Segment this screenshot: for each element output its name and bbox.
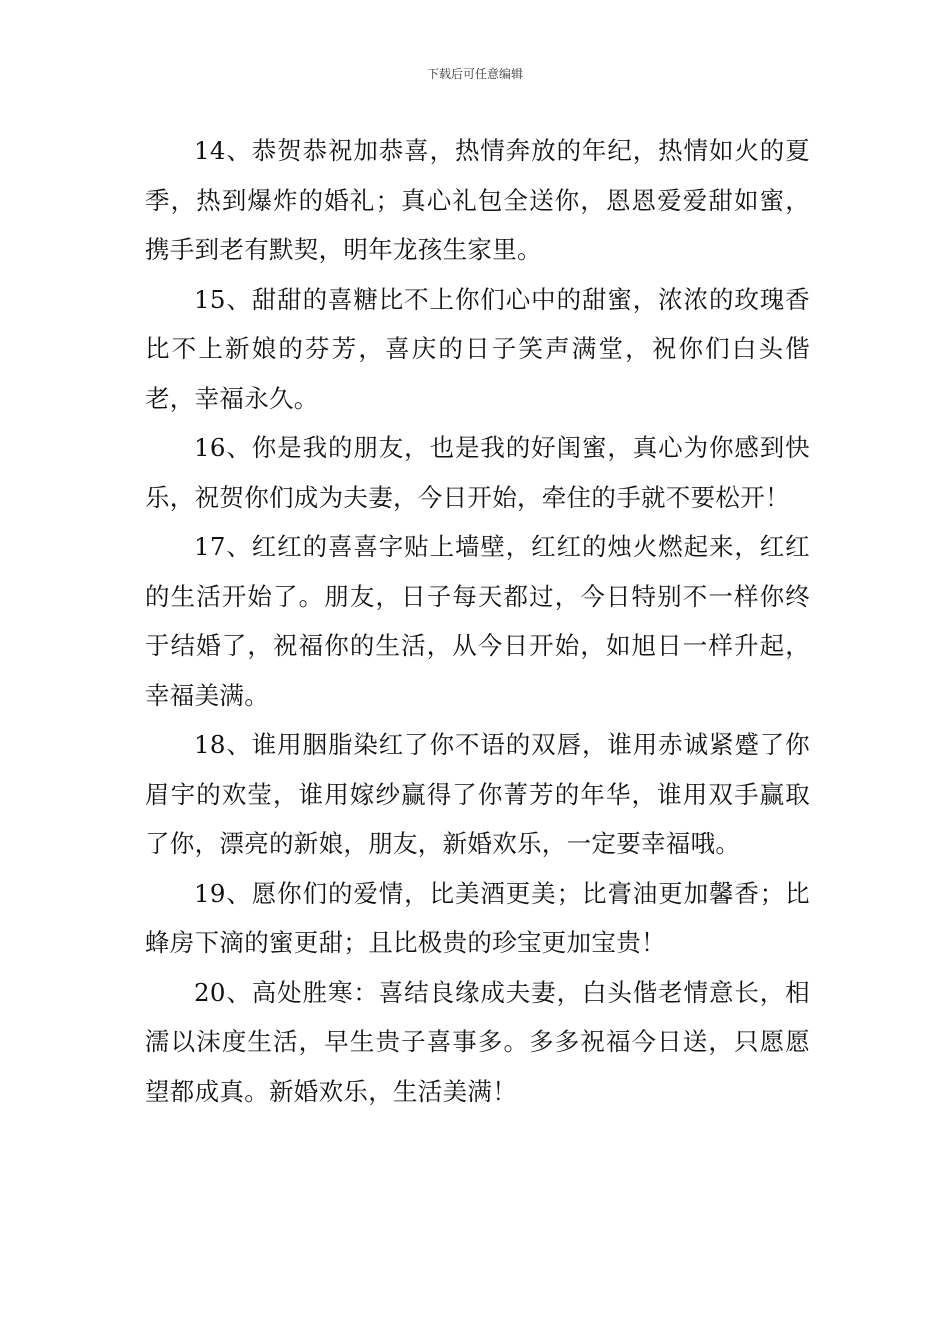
page-header: 下载后可任意编辑 bbox=[426, 67, 523, 81]
paragraph-14: 14、恭贺恭祝加恭喜，热情奔放的年纪，热情如火的夏季，热到爆炸的婚礼；真心礼包全送你，恩恩爱爱甜如蜜，携手到老有默契，明年龙孩生家里。 bbox=[145, 136, 810, 264]
paragraph-19: 19、愿你们的爱情，比美酒更美；比膏油更加馨香；比蜂房下滴的蜜更甜；且比极贵的珍宝更加宝贵！ bbox=[145, 878, 810, 957]
paragraph-20: 20、高处胜寒：喜结良缘成夫妻，白头偕老情意长，相濡以沫度生活，早生贵子喜事多。多多祝福今日送，只愿愿望都成真。新婚欢乐，生活美满！ bbox=[145, 977, 810, 1106]
document-body bbox=[145, 126, 810, 1116]
paragraph-18: 18、谁用胭脂染红了你不语的双唇，谁用赤诚紧蹙了你眉宇的欢莹，谁用嫁纱赢得了你菁芳的年华，谁用双手赢取了你，漂亮的新娘，朋友，新婚欢乐，一定要幸福哦。 bbox=[145, 730, 810, 858]
paragraph-16: 16、你是我的朋友，也是我的好闺蜜，真心为你感到快乐，祝贺你们成为夫妻，今日开始，牵住的手就不要松开！ bbox=[145, 433, 810, 512]
paragraph-15: 15、甜甜的喜糖比不上你们心中的甜蜜，浓浓的玫瑰香比不上新娘的芬芳，喜庆的日子笑声满堂，祝你们白头偕老，幸福永久。 bbox=[145, 284, 810, 413]
paragraph-17: 17、红红的喜喜字贴上墙壁，红红的烛火燃起来，红红的生活开始了。朋友，日子每天都过，今日特别不一样你终于结婚了，祝福你的生活，从今日开始，如旭日一样升起，幸福美满。 bbox=[145, 532, 810, 710]
